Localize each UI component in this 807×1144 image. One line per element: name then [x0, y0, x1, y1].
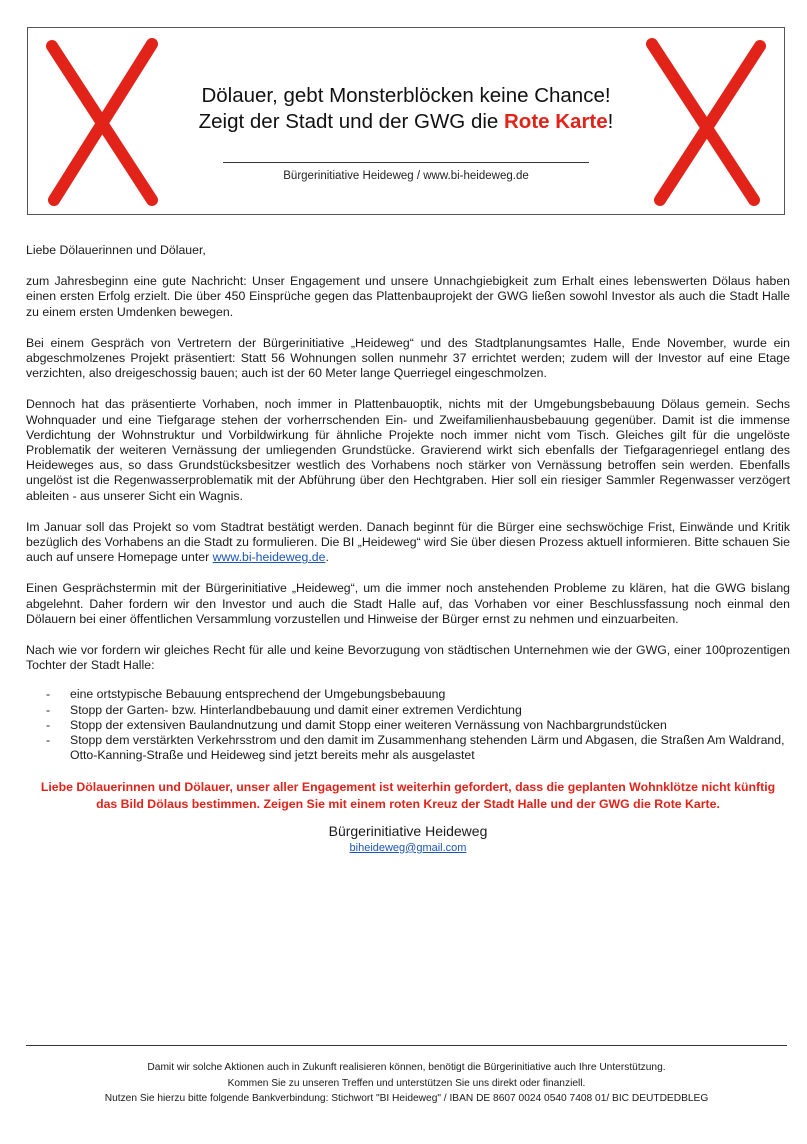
- list-item: - Stopp der extensiven Baulandnutzung und damit Stopp einer weiteren Vernässung von Nachbargrundstücken: [26, 718, 790, 733]
- footer-line: Damit wir solche Aktionen auch in Zukunft realisieren können, benötigt die Bürgerinitiative auch Ihre Unterstützung.: [147, 1062, 666, 1073]
- paragraph: Dennoch hat das präsentierte Vorhaben, noch immer in Plattenbauoptik, nichts mit der Umgebungsbebauung Dölaus gemein. Sechs Wohnquader und eine Tiefgarage stehen der vorherrschenden Ein- und Zweifamilienhausbebauung gegenüber. Damit ist die immense Verdichtung der Wohnstruktur und Vorbildwirkung für ähnliche Projekte noch immer nicht vom Tisch. Gleiches gilt für die ungelöste Problematik der weiteren Vernässung der umliegenden Grundstücke. Gravierend wirkt sich ebenfalls der Tiefgaragenriegel entlang des Heideweges aus, so dass Grundstücksbesitzer westlich des Vorhabens noch stärker von Vernässung betroffen sein werden. Ebenfalls ungelöst ist die Regenwasserproblematik mit der Abführung über den Hechtgraben. Hier soll ein riesiger Sammler Regenwasser verzögert ableiten - aus unserer Sicht ein Wagnis.: [26, 397, 790, 503]
- red-cross-icon: [34, 34, 174, 210]
- signature: Bürgerinitiative Heideweg: [328, 823, 488, 840]
- paragraph: Einen Gesprächstermin mit der Bürgerinitiative „Heideweg“, um die immer noch anstehenden Probleme zu klären, hat die GWG bislang abgelehnt. Daher fordern wir den Investor und auch die Stadt Halle auf, das Vorhaben vor einer Beschlussfassung noch einmal den Dölauern bei einer öffentlichen Versammlung vorzustellen und Hinweise der Bürger ernst zu nehmen und einzuarbeiten.: [26, 581, 790, 626]
- greeting: Liebe Dölauerinnen und Dölauer,: [26, 243, 206, 257]
- paragraph: zum Jahresbeginn eine gute Nachricht: Unser Engagement und unsere Unnachgiebigkeit zum Erhalt eines lebenswerten Dölaus haben einen ersten Erfolg erzielt. Die über 450 Einsprüche gegen das Plattenbauprojekt der GWG ließen sowohl Investor als auch die Stadt Halle zu einem ersten Umdenken bewegen.: [26, 274, 790, 319]
- appeal: Liebe Dölauerinnen und Dölauer, unser aller Engagement ist weiterhin gefordert, dass die geplanten Wohnklötze nicht künftig das Bild Dölaus bestimmen. Zeigen Sie mit einem roten Kreuz der Stadt Halle und der GWG die Rote Karte.: [40, 780, 776, 811]
- footer: [26, 1060, 787, 1107]
- homepage-link[interactable]: www.bi-heideweg.de: [212, 550, 326, 565]
- footer-divider: [26, 1045, 787, 1046]
- list-item: - Stopp der Garten- bzw. Hinterlandbebauung und damit einer extremen Verdichtung: [26, 703, 790, 718]
- paragraph: Nach wie vor fordern wir gleiches Recht für alle und keine Bevorzugung von städtischen Unternehmen wie der GWG, einer 100prozentigen Tochter der Stadt Halle:: [26, 643, 790, 673]
- list-item: - Stopp dem verstärkten Verkehrsstrom und den damit im Zusammenhang stehenden Lärm und Abgasen, die Straßen Am Waldrand, Otto-Kanning-Straße und Heideweg sind jetzt bereits mehr als ausgelastet: [26, 733, 790, 763]
- paragraph: Bei einem Gespräch von Vertretern der Bürgerinitiative „Heideweg“ und des Stadtplanungsamtes Halle, Ende November, wurde ein abgeschmolzenes Projekt präsentiert: Statt 56 Wohnungen sollen nunmehr 37 errichtet werden; zudem will der Investor auf eine Etage verzichten, also dreigeschossig bauen; auch ist der 60 Meter lange Querriegel eingeschmolzen.: [26, 335, 790, 381]
- footer-bank-details: Nutzen Sie hierzu bitte folgende Bankverbindung: Stichwort "BI Heideweg" / IBAN DE 8607 0024 0540 7408 01/ BIC DEUTDEDBLEG: [104, 1093, 709, 1104]
- paragraph: Im Januar soll das Projekt so vom Stadtrat bestätigt werden. Danach beginnt für die Bürger eine sechswöchige Frist, Einwände und Kritik bezüglich des Vorhabens an die Stadt zu formulieren. Die BI „Heideweg“ wird Sie über diesen Prozess aktuell informieren. Bitte schauen Sie auch auf unsere Homepage unter www.bi-heideweg.de.: [26, 519, 790, 565]
- rote-karte-highlight: Rote Karte: [504, 110, 608, 133]
- headline-line-2: Zeigt der Stadt und der GWG die Rote Karte!: [198, 110, 614, 133]
- letter-body: [26, 243, 790, 856]
- email-link[interactable]: biheideweg@gmail.com: [349, 841, 467, 854]
- headline-line-1: Dölauer, gebt Monsterblöcken keine Chance!: [201, 84, 611, 107]
- demands-list: [26, 687, 790, 763]
- organization-line: Bürgerinitiative Heideweg / www.bi-heideweg.de: [283, 170, 529, 182]
- red-cross-icon: [638, 34, 778, 210]
- divider: [223, 162, 589, 163]
- footer-line: Kommen Sie zu unseren Treffen und unterstützen Sie uns direkt oder finanziell.: [227, 1077, 586, 1089]
- headline: [178, 83, 634, 135]
- header-box: [27, 27, 785, 215]
- list-item: - eine ortstypische Bebauung entsprechend der Umgebungsbebauung: [26, 687, 790, 702]
